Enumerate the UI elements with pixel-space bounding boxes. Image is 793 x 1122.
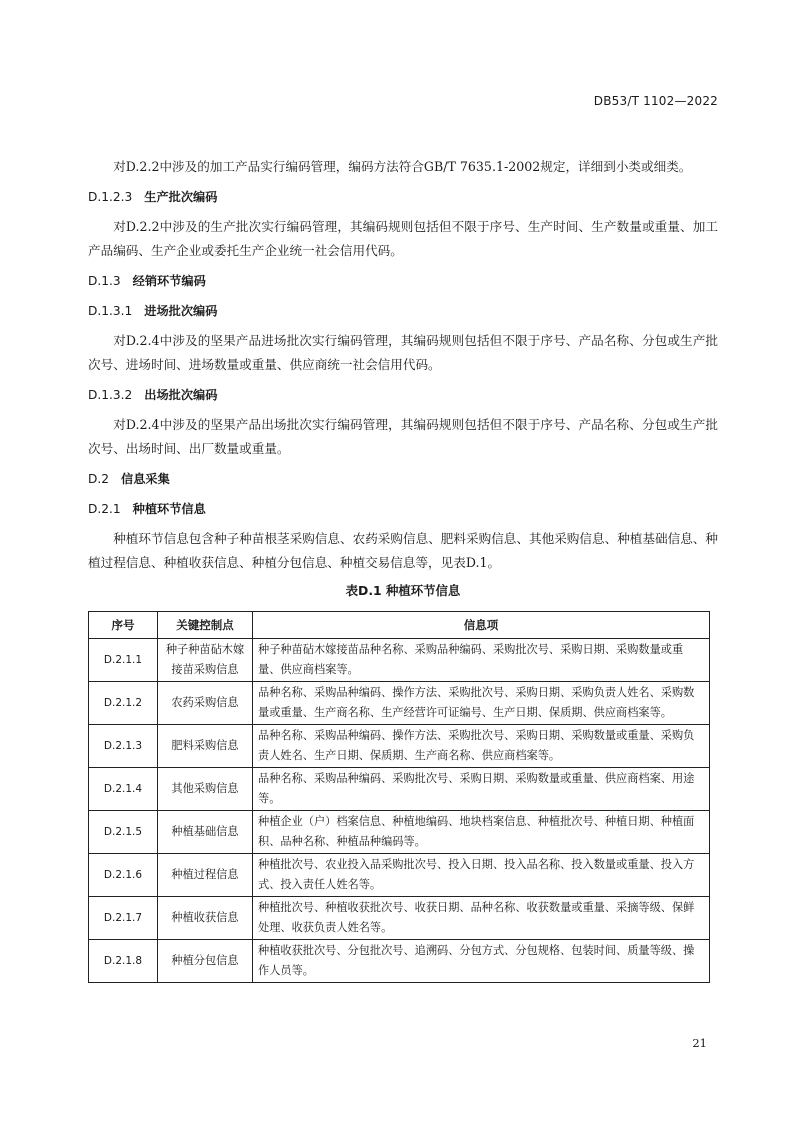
- row-info-items: 品种名称、采购品种编码、操作方法、采购批次号、采购日期、采购数量或重量、采购负责人姓名、生产日期、保质期、生产商名称、供应商档案等。: [253, 725, 710, 768]
- row-id: D.2.1.7: [89, 897, 158, 940]
- section-heading: [88, 269, 718, 293]
- paragraph: 对D.2.4中涉及的坚果产品进场批次实行编码管理，其编码规则包括但不限于序号、产品名称、分包或生产批次号、进场时间、进场数量或重量、供应商统一社会信用代码。: [88, 333, 718, 372]
- section-heading: [88, 185, 718, 209]
- row-info-items: 品种名称、采购品种编码、操作方法、采购批次号、采购日期、采购负责人姓名、采购数量或重量、生产商名称、生产经营许可证编号、生产日期、保质期、供应商档案等。: [253, 682, 710, 725]
- section-heading: [88, 497, 718, 521]
- row-id: D.2.1.8: [89, 940, 158, 983]
- row-id: D.2.1.5: [89, 811, 158, 854]
- row-info-items: 种植企业（户）档案信息、种植地编码、地块档案信息、种植批次号、种植日期、种植面积、品种名称、种植品种编码等。: [253, 811, 710, 854]
- table-row: [89, 768, 710, 811]
- table-title: 表D.1 种植环节信息: [345, 583, 461, 598]
- section-title: 出场批次编码: [144, 388, 218, 402]
- row-id: D.2.1.1: [89, 639, 158, 682]
- row-control-point: 肥料采购信息: [158, 725, 253, 768]
- section-number: D.1.3.2: [88, 388, 133, 402]
- table-row: [89, 897, 710, 940]
- table-row: [89, 725, 710, 768]
- section-title: 生产批次编码: [144, 190, 218, 204]
- row-control-point: 种植基础信息: [158, 811, 253, 854]
- table-row: [89, 682, 710, 725]
- row-id: D.2.1.3: [89, 725, 158, 768]
- row-control-point: 农药采购信息: [158, 682, 253, 725]
- section-heading: [88, 467, 718, 491]
- row-control-point: 其他采购信息: [158, 768, 253, 811]
- paragraph: 对D.2.2中涉及的生产批次实行编码管理，其编码规则包括但不限于序号、生产时间、生产数量或重量、加工产品编码、生产企业或委托生产企业统一社会信用代码。: [88, 219, 718, 258]
- paragraph: 对D.2.4中涉及的坚果产品出场批次实行编码管理，其编码规则包括但不限于序号、产品名称、分包或生产批次号、出场时间、出厂数量或重量。: [88, 417, 718, 456]
- row-control-point: 种植收获信息: [158, 897, 253, 940]
- header-seq: 序号: [89, 612, 158, 639]
- paragraph: 对D.2.2中涉及的加工产品实行编码管理，编码方法符合GB/T 7635.1-2002规定，详细到小类或细类。: [113, 159, 692, 174]
- header-info-items: 信息项: [253, 612, 710, 639]
- row-control-point: 种子种苗砧木嫁接苗采购信息: [158, 639, 253, 682]
- row-id: D.2.1.4: [89, 768, 158, 811]
- table-row: [89, 940, 710, 983]
- table-row: [89, 811, 710, 854]
- section-title: 进场批次编码: [144, 304, 218, 318]
- section-heading: [88, 299, 718, 323]
- row-info-items: 种子种苗砧木嫁接苗品种名称、采购品种编码、采购批次号、采购日期、采购数量或重量、供应商档案等。: [253, 639, 710, 682]
- row-info-items: 种植收获批次号、分包批次号、追溯码、分包方式、分包规格、包装时间、质量等级、操作人员等。: [253, 940, 710, 983]
- section-number: D.2.1: [88, 502, 121, 516]
- row-id: D.2.1.6: [89, 854, 158, 897]
- table-row: [89, 639, 710, 682]
- row-control-point: 种植分包信息: [158, 940, 253, 983]
- page-number: 21: [692, 1036, 707, 1050]
- header-control-point: 关键控制点: [158, 612, 253, 639]
- section-title: 经销环节编码: [132, 274, 206, 288]
- section-number: D.2: [88, 472, 110, 486]
- row-info-items: 品种名称、采购品种编码、采购批次号、采购日期、采购数量或重量、供应商档案、用途等。: [253, 768, 710, 811]
- row-info-items: 种植批次号、种植收获批次号、收获日期、品种名称、收获数量或重量、采摘等级、保鲜处理、收获负责人姓名等。: [253, 897, 710, 940]
- document-body: [88, 155, 718, 983]
- section-title: 种植环节信息: [132, 502, 206, 516]
- table-header-row: [89, 612, 710, 639]
- section-number: D.1.3: [88, 274, 121, 288]
- section-heading: [88, 383, 718, 407]
- planting-info-table: [88, 611, 710, 983]
- section-number: D.1.3.1: [88, 304, 133, 318]
- paragraph: 种植环节信息包含种子种苗根茎采购信息、农药采购信息、肥料采购信息、其他采购信息、种植基础信息、种植过程信息、种植收获信息、种植分包信息、种植交易信息等，见表D.1。: [88, 531, 718, 570]
- row-info-items: 种植批次号、农业投入品采购批次号、投入日期、投入品名称、投入数量或重量、投入方式、投入责任人姓名等。: [253, 854, 710, 897]
- row-control-point: 种植过程信息: [158, 854, 253, 897]
- row-id: D.2.1.2: [89, 682, 158, 725]
- section-title: 信息采集: [121, 472, 170, 486]
- section-number: D.1.2.3: [88, 190, 133, 204]
- document-code: DB53/T 1102—2022: [593, 94, 718, 108]
- table-row: [89, 854, 710, 897]
